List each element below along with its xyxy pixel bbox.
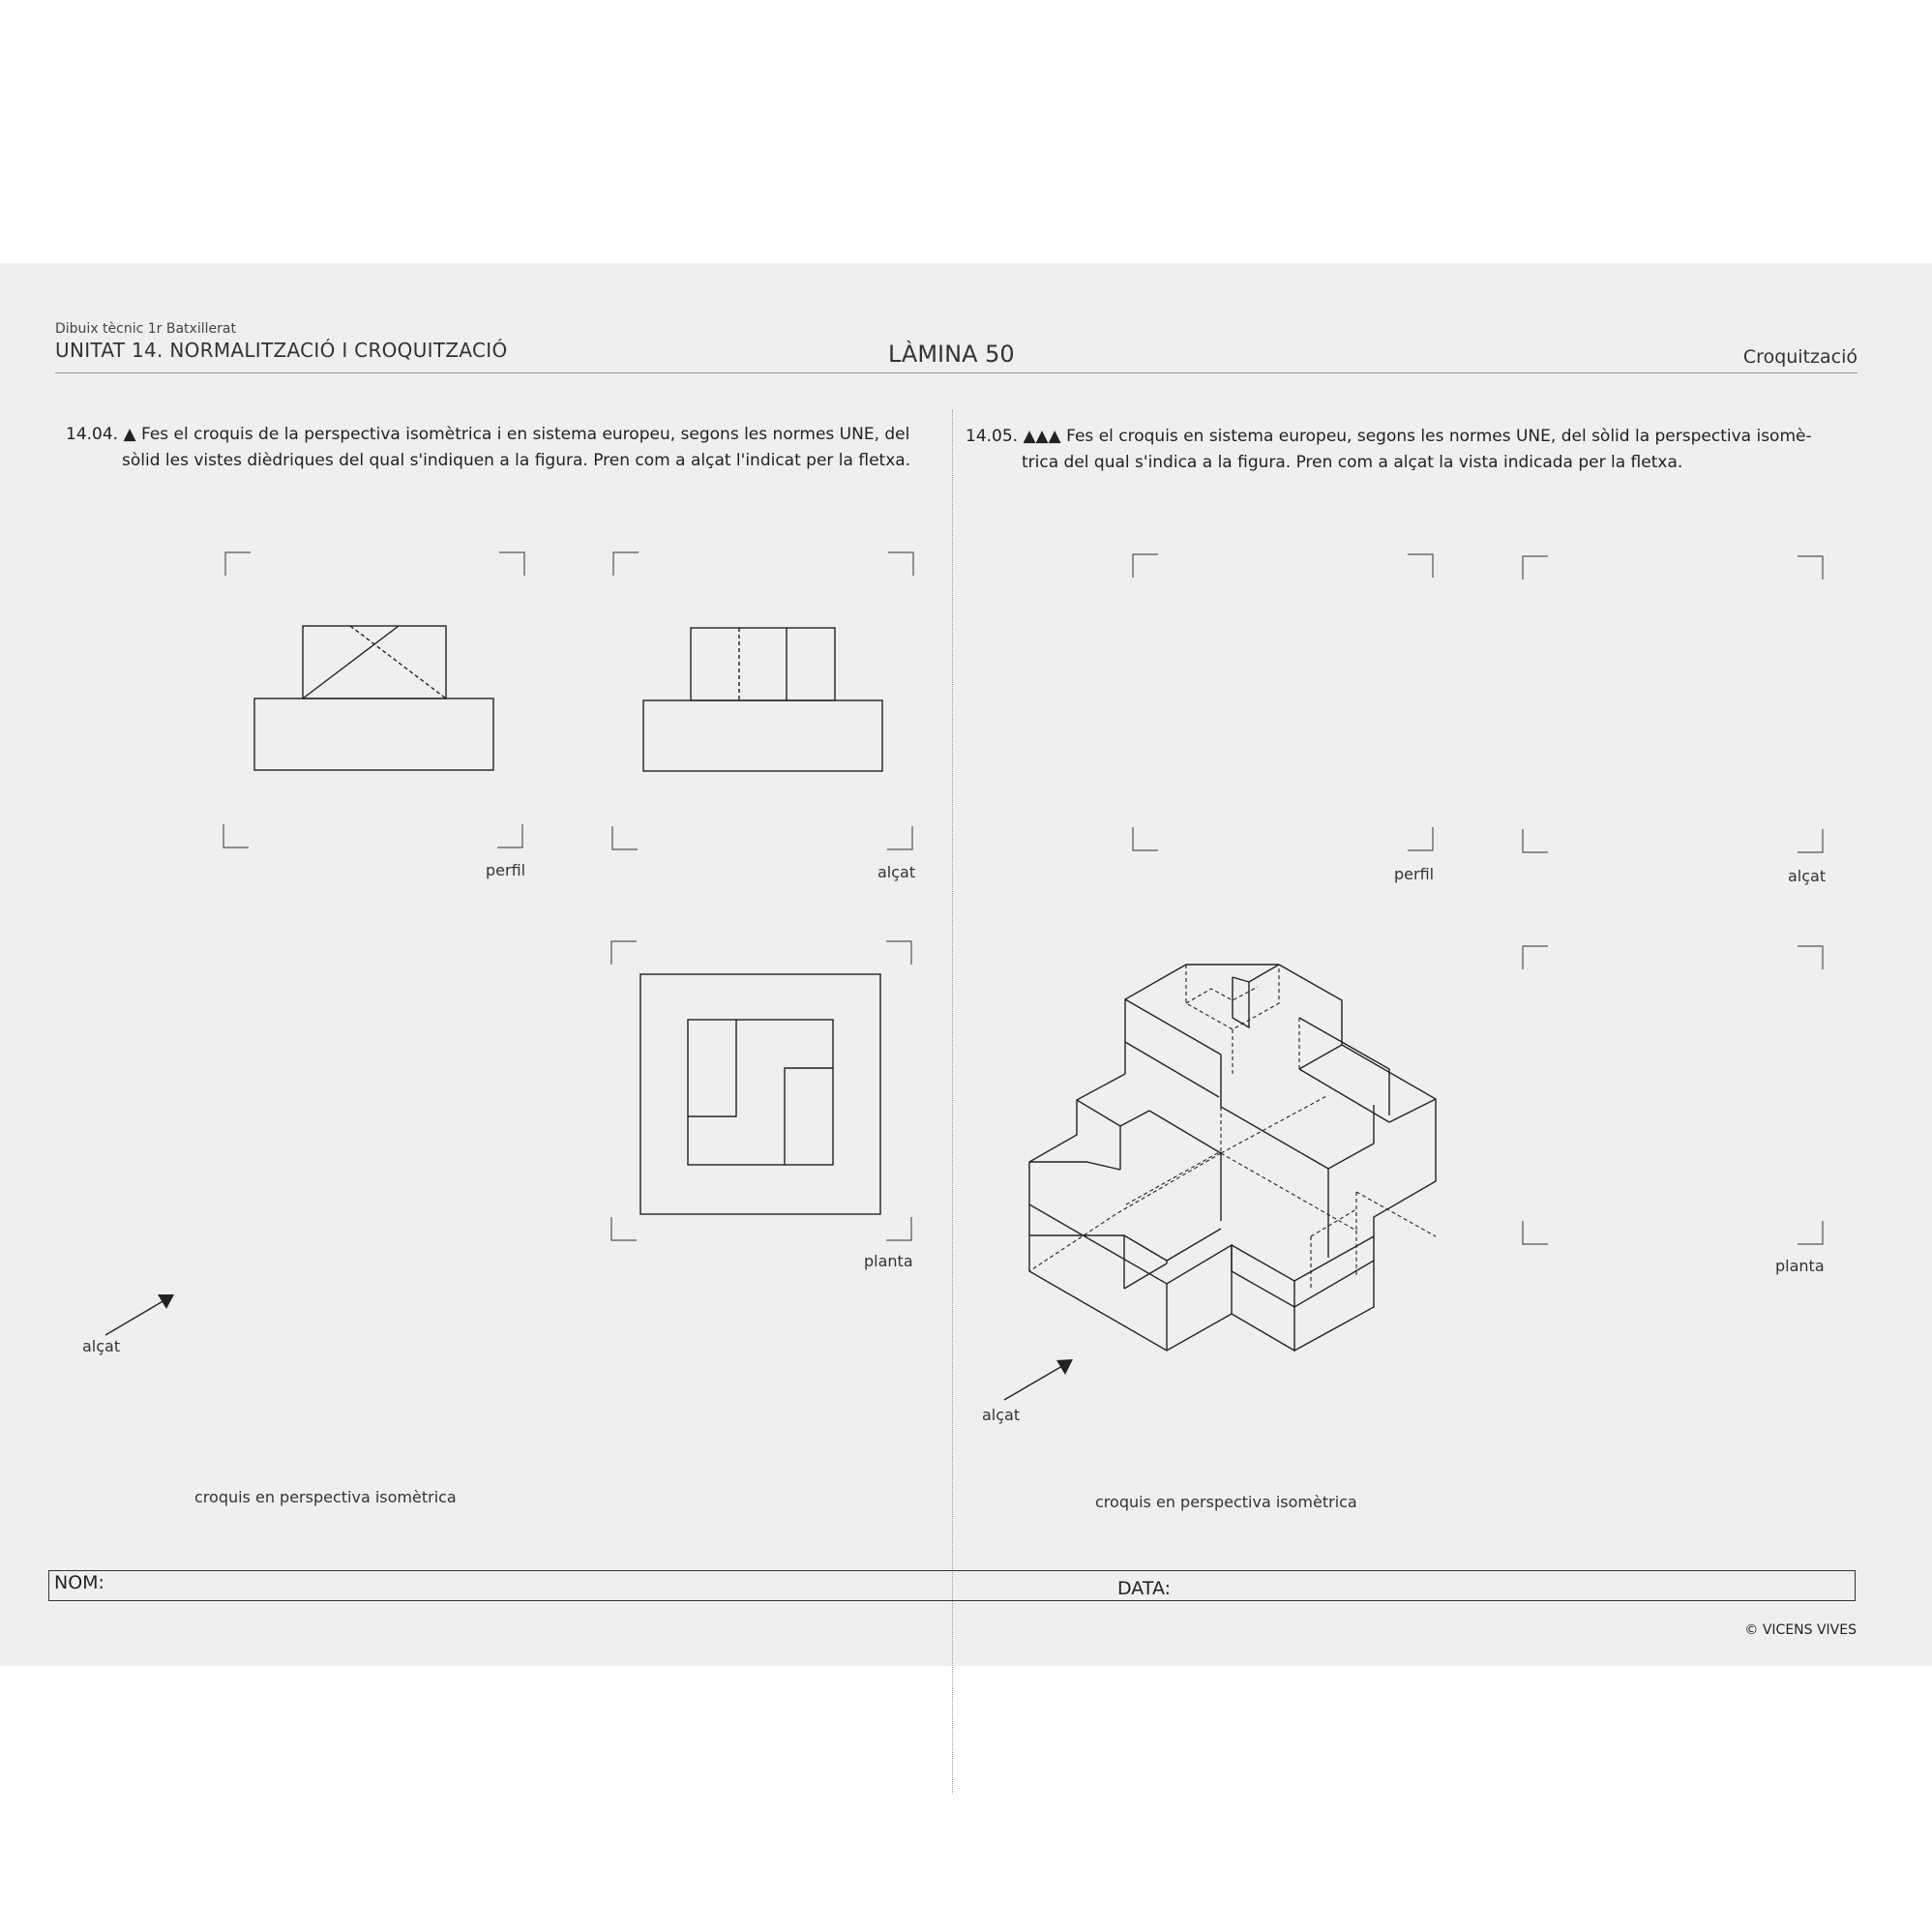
exercise-number: 14.05. <box>966 427 1019 446</box>
exercise-number: 14.04. <box>66 425 119 444</box>
isometric-solid <box>1029 965 1436 1351</box>
label-perfil: perfil <box>1394 865 1435 883</box>
alcat-arrow <box>1004 1359 1073 1400</box>
label-alcat: alçat <box>877 863 916 881</box>
date-label: DATA: <box>1117 1578 1172 1599</box>
topic-title: Croquització <box>1742 346 1858 368</box>
name-label: NOM: <box>54 1572 104 1593</box>
frame-corners-planta <box>611 941 911 1240</box>
difficulty-triangles: ▲ <box>123 425 136 444</box>
label-alcat: alçat <box>1788 867 1827 885</box>
arrow-label-alcat: alçat <box>982 1406 1021 1424</box>
arrow-label-alcat: alçat <box>82 1337 121 1355</box>
planta-view <box>640 974 880 1214</box>
frame-corners-alcat <box>1523 556 1823 852</box>
frame-corners-perfil <box>1133 554 1433 850</box>
frame-corners-perfil <box>223 552 524 847</box>
perfil-view <box>254 626 493 770</box>
alcat-view <box>643 628 882 771</box>
sheet-number: LÀMINA 50 <box>888 341 1015 368</box>
copyright-notice: © VICENS VIVES <box>1744 1622 1857 1638</box>
label-planta: planta <box>1775 1257 1825 1275</box>
unit-title: UNITAT 14. NORMALITZACIÓ I CROQUITZACIÓ <box>55 339 508 362</box>
statement-line-2: trica del qual s'indica a la figura. Pren com a alçat la vista indicada per la fletxa. <box>1022 453 1683 472</box>
statement-line-1: Fes el croquis de la perspectiva isomètrica i en sistema europeu, segons les normes UNE, del <box>140 425 910 444</box>
isometric-caption: croquis en perspectiva isomètrica <box>194 1488 457 1506</box>
isometric-caption: croquis en perspectiva isomètrica <box>1095 1493 1357 1511</box>
label-planta: planta <box>864 1252 913 1270</box>
difficulty-triangles: ▲▲▲ <box>1023 427 1061 446</box>
frame-corners-planta <box>1523 946 1823 1244</box>
alcat-arrow <box>105 1294 174 1335</box>
statement-line-2: sòlid les vistes dièdriques del qual s'indiquen a la figura. Pren com a alçat l'indicat per la fletxa. <box>122 451 911 470</box>
technical-drawings <box>0 263 1932 1666</box>
name-date-box[interactable] <box>48 1570 1856 1601</box>
course-subject: Dibuix tècnic 1r Batxillerat <box>55 321 236 337</box>
statement-line-1: Fes el croquis en sistema europeu, segons les normes UNE, del sòlid la perspectiva isomè- <box>1066 427 1812 446</box>
label-perfil: perfil <box>486 861 526 879</box>
worksheet-page <box>0 263 1932 1666</box>
